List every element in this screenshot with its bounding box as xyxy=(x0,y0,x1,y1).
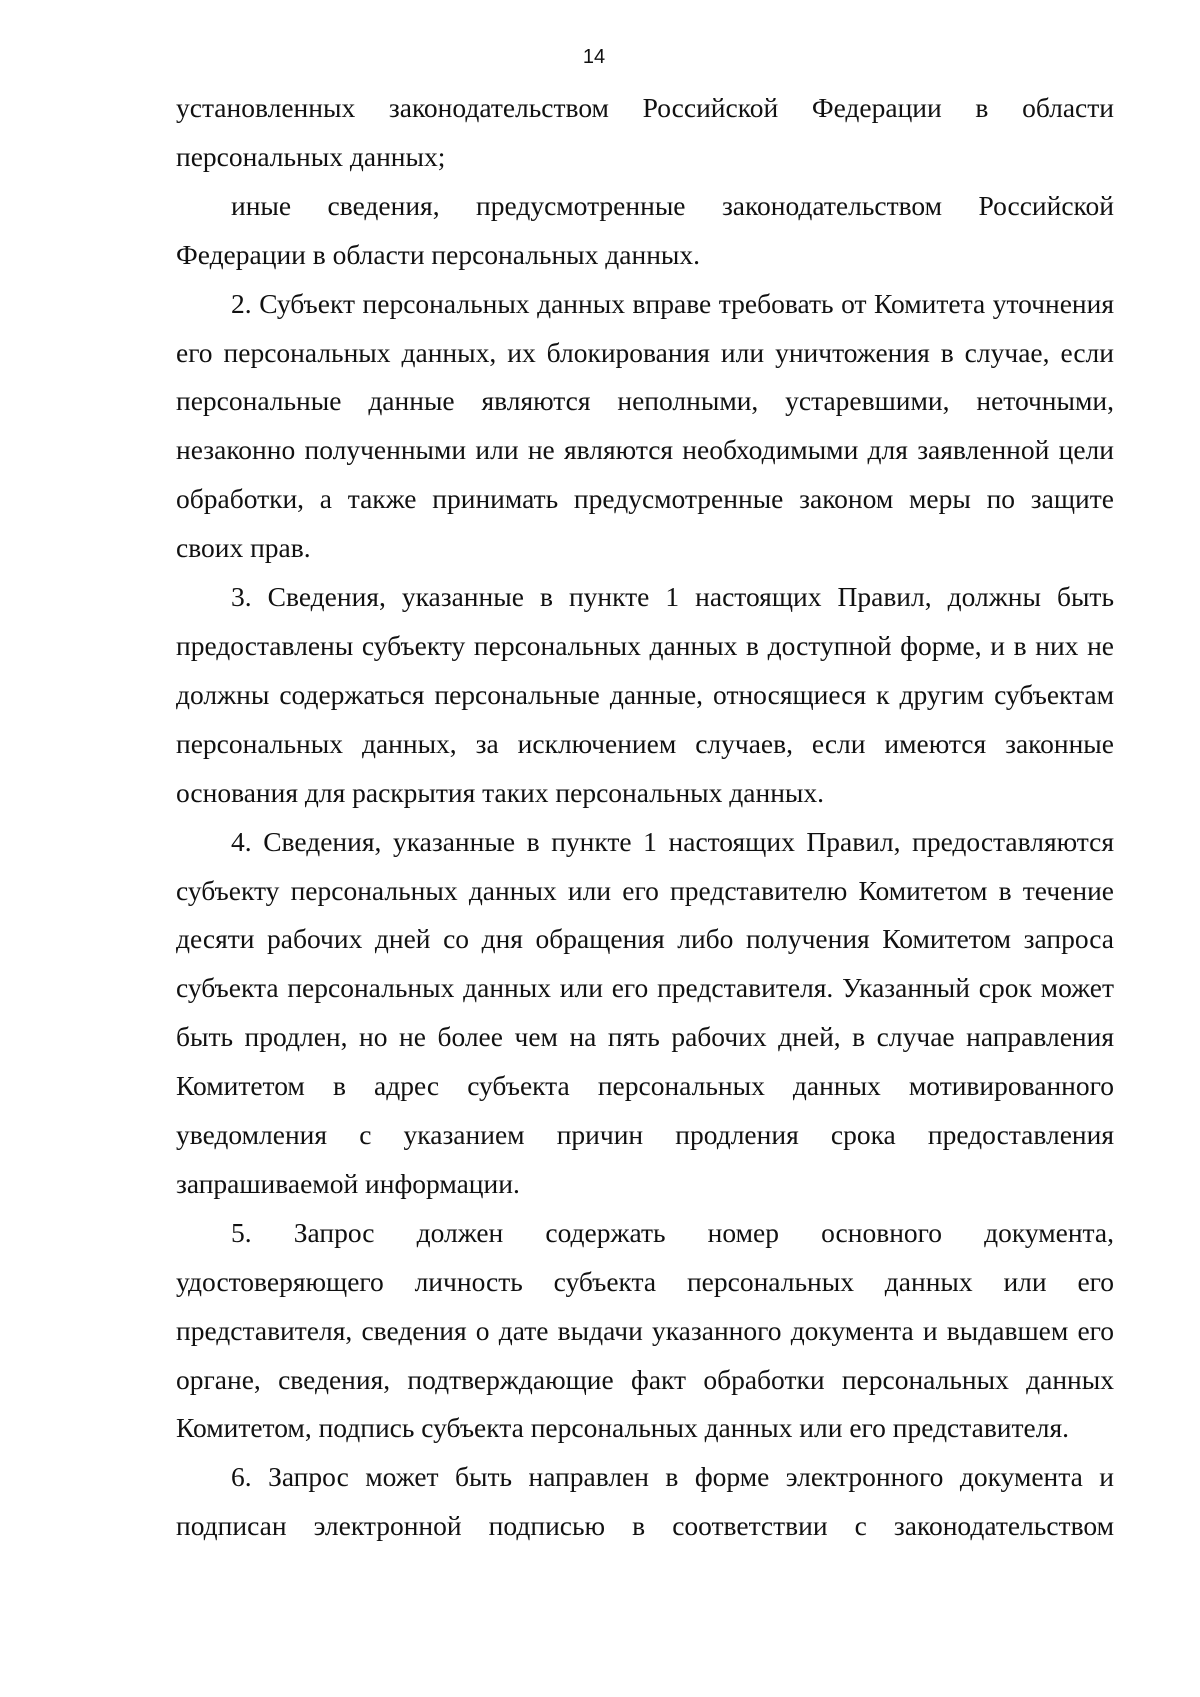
paragraph-continuation: установленных законодательством Российской Федерации в области персональных данных; xyxy=(176,92,1114,172)
paragraph-item-4: 4. Сведения, указанные в пункте 1 настоящих Правил, предоставляются субъекту персональных данных или его представителю Комитетом в течение десяти рабочих дней со дня обращения либо получения Комитетом запроса субъекта персональных данных или его представителя. Указанный срок может быть продлен, но не более чем на пять рабочих дней, в случае направления Комитетом в адрес субъекта персональных данных мотивированного уведомления с указанием причин продления срока предоставления запрашиваемой информации. xyxy=(176,825,1114,1199)
document-body xyxy=(176,84,1114,1551)
paragraph-other-info: иные сведения, предусмотренные законодательством Российской Федерации в области персональных данных. xyxy=(176,189,1114,270)
paragraph-item-2: 2. Субъект персональных данных вправе требовать от Комитета уточнения его персональных данных, их блокирования или уничтожения в случае, если персональные данные являются неполными, устаревшими, неточными, незаконно полученными или не являются необходимыми для заявленной цели обработки, а также принимать предусмотренные законом меры по защите своих прав. xyxy=(176,287,1114,564)
paragraph-item-3: 3. Сведения, указанные в пункте 1 настоящих Правил, должны быть предоставлены субъекту персональных данных в доступной форме, и в них не должны содержаться персональные данные, относящиеся к другим субъектам персональных данных, за исключением случаев, если имеются законные основания для раскрытия таких персональных данных. xyxy=(176,581,1114,808)
paragraph-item-5: 5. Запрос должен содержать номер основного документа, удостоверяющего личность субъекта персональных данных или его представителя, сведения о дате выдачи указанного документа и выдавшем его органе, сведения, подтверждающие факт обработки персональных данных Комитетом, подпись субъекта персональных данных или его представителя. xyxy=(176,1216,1114,1444)
page-number: 14 xyxy=(582,46,606,68)
page-number-container xyxy=(0,46,1200,68)
paragraph-item-6: 6. Запрос может быть направлен в форме электронного документа и подписан электронной подписью в соответствии с законодательством xyxy=(176,1461,1114,1542)
